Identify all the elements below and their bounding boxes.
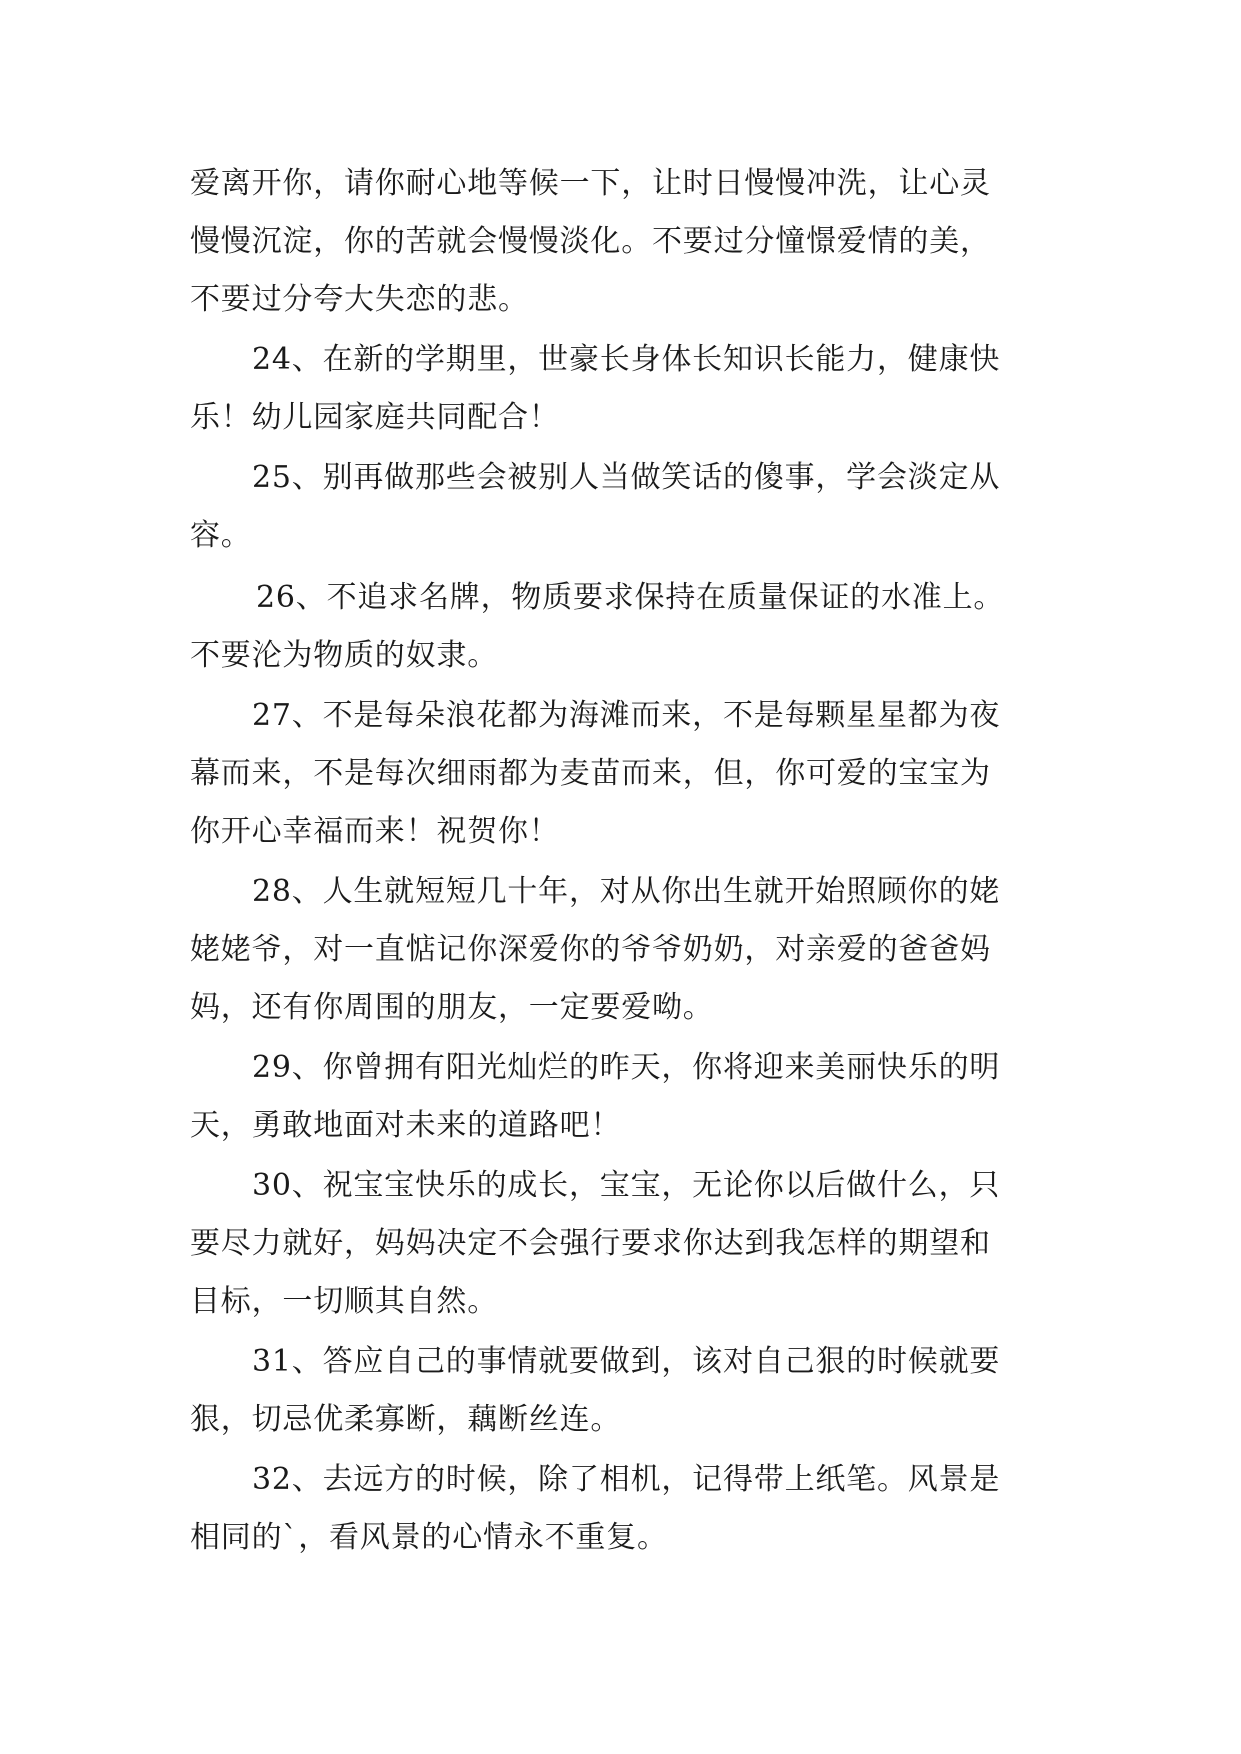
paragraph-29-start: 29、你曾拥有阳光灿烂的昨天，你将迎来美丽快乐的明	[252, 1050, 1001, 1085]
text-line: 不要沦为物质的奴隶。	[190, 638, 498, 673]
paragraph-32-start: 32、去远方的时候，除了相机，记得带上纸笔。风景是	[252, 1462, 1001, 1497]
text-line: 你开心幸福而来！祝贺你！	[190, 814, 560, 849]
text-line: 乐！幼儿园家庭共同配合！	[190, 400, 560, 435]
paragraph-26-start: 26、不追求名牌，物质要求保持在质量保证的水准上。	[256, 580, 1005, 615]
paragraph-24-start: 24、在新的学期里，世豪长身体长知识长能力，健康快	[252, 342, 1001, 377]
text-line: 慢慢沉淀，你的苦就会慢慢淡化。不要过分憧憬爱情的美，	[190, 224, 991, 259]
text-line: 幕而来，不是每次细雨都为麦苗而来，但，你可爱的宝宝为	[190, 756, 991, 791]
text-line: 姥姥爷，对一直惦记你深爱你的爷爷奶奶，对亲爱的爸爸妈	[190, 932, 991, 967]
paragraph-28-start: 28、人生就短短几十年，对从你出生就开始照顾你的姥	[252, 874, 1001, 909]
text-line: 要尽力就好，妈妈决定不会强行要求你达到我怎样的期望和	[190, 1226, 991, 1261]
paragraph-31-start: 31、答应自己的事情就要做到，该对自己狠的时候就要	[252, 1344, 1001, 1379]
text-line: 妈，还有你周围的朋友，一定要爱呦。	[190, 990, 714, 1025]
text-line: 目标，一切顺其自然。	[190, 1284, 498, 1319]
paragraph-27-start: 27、不是每朵浪花都为海滩而来，不是每颗星星都为夜	[252, 698, 1001, 733]
text-line: 容。	[190, 518, 252, 553]
text-line: 天，勇敢地面对未来的道路吧！	[190, 1108, 622, 1143]
text-line: 不要过分夸大失恋的悲。	[190, 282, 529, 317]
paragraph-25-start: 25、别再做那些会被别人当做笑话的傻事，学会淡定从	[252, 460, 1001, 495]
text-line: 爱离开你，请你耐心地等候一下，让时日慢慢冲洗，让心灵	[190, 166, 991, 201]
text-line: 相同的`，看风景的心情永不重复。	[190, 1520, 668, 1555]
paragraph-30-start: 30、祝宝宝快乐的成长，宝宝，无论你以后做什么，只	[252, 1168, 1001, 1203]
text-line: 狠，切忌优柔寡断，藕断丝连。	[190, 1402, 622, 1437]
